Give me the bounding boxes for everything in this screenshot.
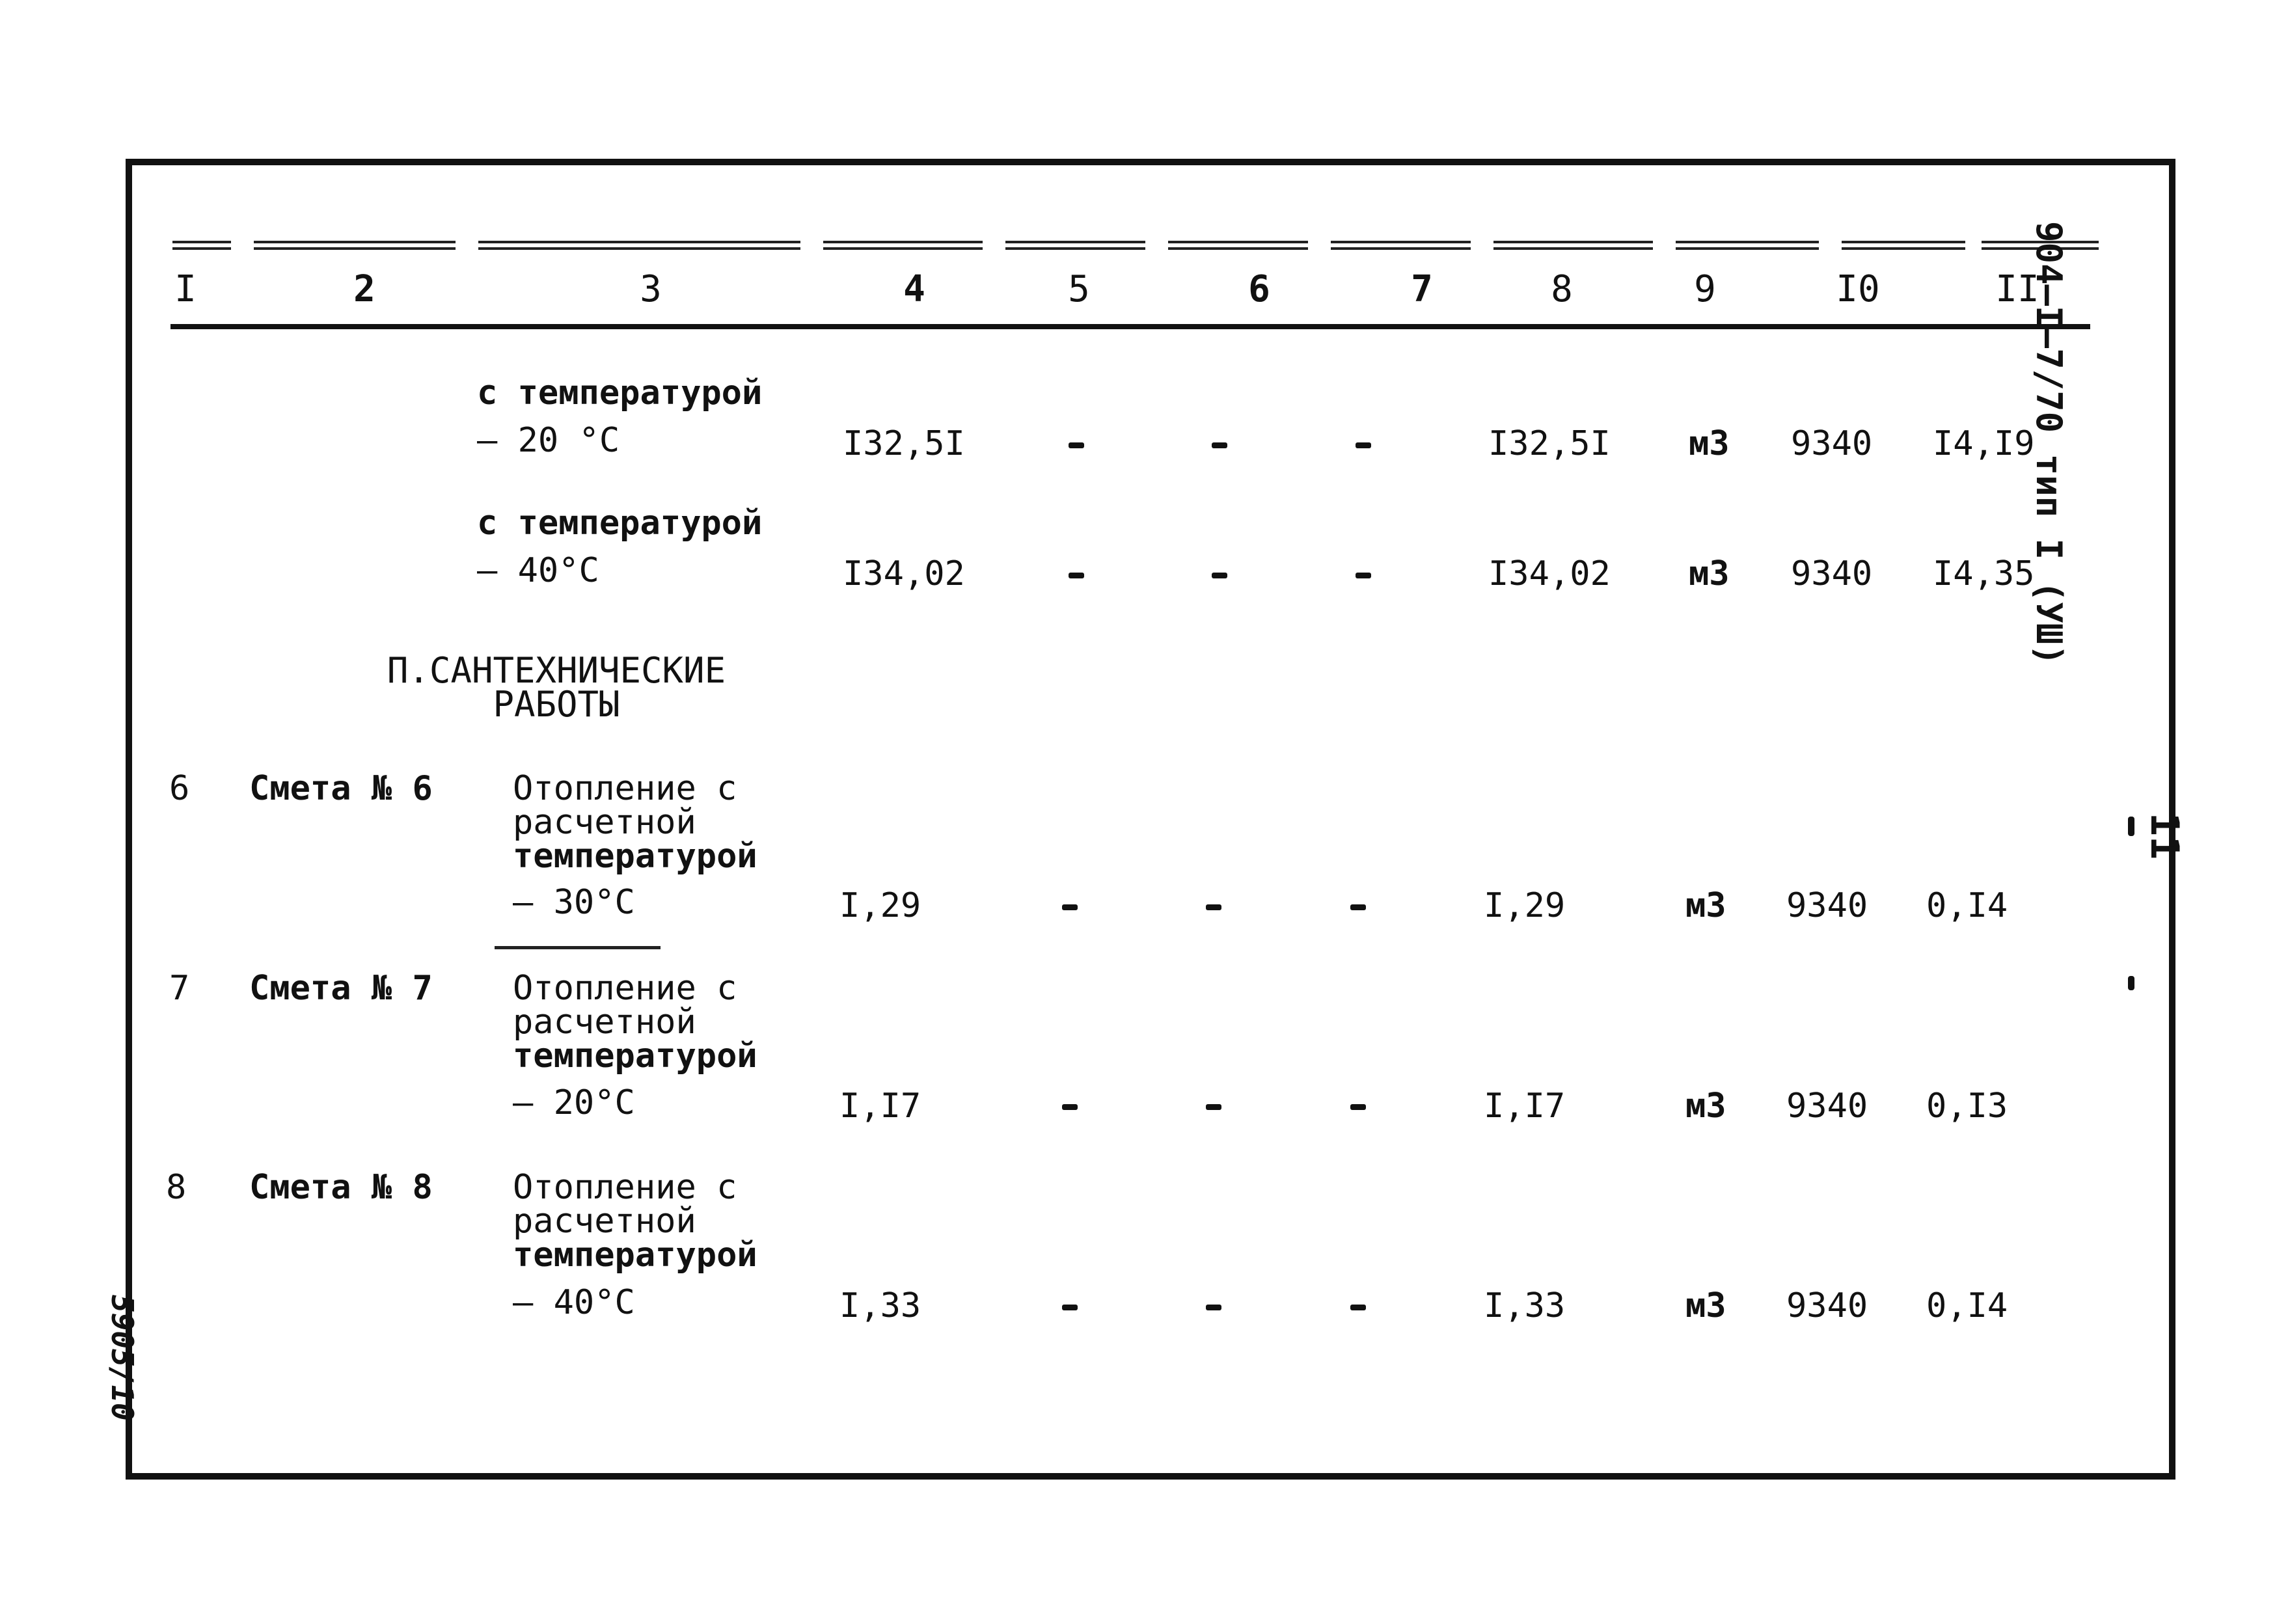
cell-col9: м3 bbox=[1689, 554, 1730, 593]
col-header-5: 5 bbox=[1068, 268, 1090, 310]
col-header-11: II bbox=[1995, 268, 2039, 310]
row-desc: с температурой bbox=[477, 504, 763, 543]
header-rule bbox=[254, 241, 456, 250]
header-rule bbox=[823, 241, 983, 250]
page-number: 11 bbox=[2142, 812, 2188, 860]
cell-col11: 0,I4 bbox=[1926, 1286, 2008, 1325]
page-mark bbox=[2128, 817, 2134, 836]
estimate-name: Смета № 6 bbox=[249, 769, 433, 808]
col-header-8: 8 bbox=[1551, 268, 1573, 310]
header-rule bbox=[1005, 241, 1145, 250]
col-header-4: 4 bbox=[903, 268, 925, 310]
col-header-1: I bbox=[174, 268, 197, 310]
header-rule bbox=[1168, 241, 1308, 250]
empty-cell-dash bbox=[1062, 904, 1078, 910]
col-header-6: 6 bbox=[1248, 268, 1270, 310]
row-desc: – 40°C bbox=[477, 551, 599, 590]
cell-col11: 0,I4 bbox=[1926, 886, 2008, 925]
row-desc: – 30°C bbox=[513, 883, 635, 922]
empty-cell-dash bbox=[1069, 573, 1084, 578]
cell-col8: I32,5I bbox=[1488, 424, 1611, 463]
estimate-name: Смета № 7 bbox=[249, 969, 433, 1008]
page-mark bbox=[2128, 976, 2134, 990]
archive-stamp: 5905/10 bbox=[105, 1295, 140, 1421]
col-header-9: 9 bbox=[1694, 268, 1716, 310]
row-desc: температурой bbox=[513, 1036, 757, 1076]
row-desc: – 40°C bbox=[513, 1283, 635, 1322]
row-desc: Отопление с bbox=[513, 1168, 737, 1207]
col-header-3: 3 bbox=[640, 268, 662, 310]
cell-col4: I,I7 bbox=[839, 1087, 921, 1126]
section-heading bbox=[381, 650, 732, 725]
row-number: 6 bbox=[169, 769, 190, 808]
empty-cell-dash bbox=[1069, 442, 1084, 448]
cell-col9: м3 bbox=[1685, 1087, 1726, 1126]
row-desc: температурой bbox=[513, 1236, 757, 1275]
row-desc: расчетной bbox=[513, 1003, 696, 1042]
page-frame bbox=[126, 159, 2175, 1480]
col-header-10: I0 bbox=[1836, 268, 1880, 310]
row-desc: расчетной bbox=[513, 1202, 696, 1241]
cell-col10: 9340 bbox=[1786, 1286, 1868, 1325]
row-separator bbox=[495, 946, 661, 949]
cell-col11: I4,35 bbox=[1933, 554, 2035, 593]
empty-cell-dash bbox=[1206, 1305, 1221, 1310]
empty-cell-dash bbox=[1212, 573, 1227, 578]
cell-col10: 9340 bbox=[1791, 554, 1873, 593]
estimate-name: Смета № 8 bbox=[249, 1168, 433, 1207]
cell-col10: 9340 bbox=[1786, 886, 1868, 925]
cell-col8: I34,02 bbox=[1488, 554, 1611, 593]
empty-cell-dash bbox=[1350, 904, 1366, 910]
row-desc: Отопление с bbox=[513, 969, 737, 1008]
row-desc: Отопление с bbox=[513, 769, 737, 808]
cell-col4: I32,5I bbox=[843, 424, 965, 463]
empty-cell-dash bbox=[1206, 904, 1221, 910]
cell-col4: I,33 bbox=[839, 1286, 921, 1325]
row-number: 8 bbox=[166, 1168, 187, 1207]
row-desc: расчетной bbox=[513, 803, 696, 842]
header-rule bbox=[1842, 241, 1965, 250]
cell-col9: м3 bbox=[1689, 424, 1730, 463]
cell-col4: I,29 bbox=[839, 886, 921, 925]
header-rule bbox=[478, 241, 800, 250]
empty-cell-dash bbox=[1350, 1305, 1366, 1310]
header-rule bbox=[1331, 241, 1471, 250]
row-desc: температурой bbox=[513, 837, 757, 876]
empty-cell-dash bbox=[1212, 442, 1227, 448]
empty-cell-dash bbox=[1356, 573, 1371, 578]
empty-cell-dash bbox=[1350, 1104, 1366, 1110]
row-desc: – 20°C bbox=[513, 1083, 635, 1122]
cell-col8: I,I7 bbox=[1484, 1087, 1566, 1126]
col-header-2: 2 bbox=[353, 268, 375, 310]
header-rule bbox=[1676, 241, 1819, 250]
empty-cell-dash bbox=[1356, 442, 1371, 448]
empty-cell-dash bbox=[1206, 1104, 1221, 1110]
section-heading-line1: П.САНТЕХНИЧЕСКИЕ bbox=[387, 650, 726, 691]
cell-col9: м3 bbox=[1685, 1286, 1726, 1325]
cell-col9: м3 bbox=[1685, 886, 1726, 925]
cell-col10: 9340 bbox=[1791, 424, 1873, 463]
cell-col4: I34,02 bbox=[843, 554, 965, 593]
cell-col11: I4,I9 bbox=[1933, 424, 2035, 463]
header-bottom-rule bbox=[170, 324, 2090, 329]
empty-cell-dash bbox=[1062, 1305, 1078, 1310]
header-rule bbox=[172, 241, 231, 250]
cell-col11: 0,I3 bbox=[1926, 1087, 2008, 1126]
section-heading-line2: РАБОТЫ bbox=[493, 684, 620, 725]
col-header-7: 7 bbox=[1411, 268, 1433, 310]
row-desc: – 20 °C bbox=[477, 421, 620, 460]
cell-col8: I,29 bbox=[1484, 886, 1566, 925]
row-desc: с температурой bbox=[477, 373, 763, 413]
document-code: 904–I–7/70 тип I (УШ) bbox=[2028, 221, 2069, 666]
header-rule bbox=[1493, 241, 1653, 250]
cell-col8: I,33 bbox=[1484, 1286, 1566, 1325]
row-number: 7 bbox=[169, 969, 190, 1008]
cell-col10: 9340 bbox=[1786, 1087, 1868, 1126]
empty-cell-dash bbox=[1062, 1104, 1078, 1110]
